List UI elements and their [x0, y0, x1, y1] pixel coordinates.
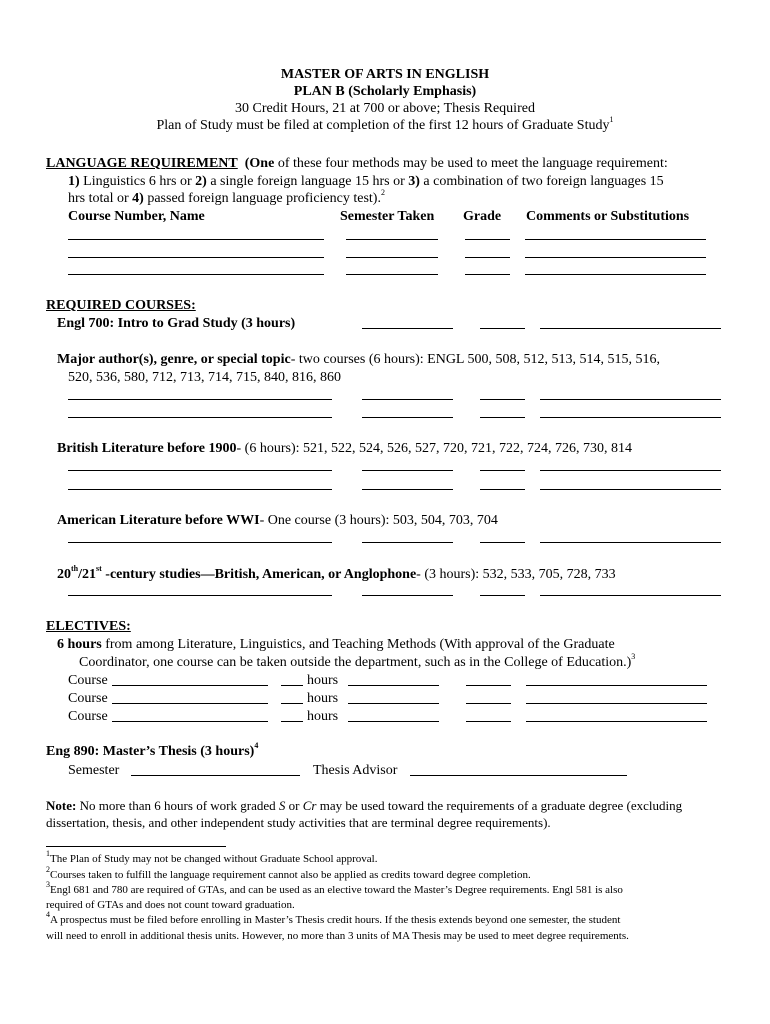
british-literature-line: British Literature before 1900- (6 hours): 521, 522, 524, 526, 527, 720, 721, 722, 724, 726, 730, 814	[57, 441, 633, 456]
elective-hours-label: hours	[307, 691, 339, 706]
plan-title: PLAN B (Scholarly Emphasis)	[293, 84, 477, 99]
form-title: MASTER OF ARTS IN ENGLISH	[280, 67, 490, 82]
footnote-ref: 4	[254, 741, 259, 751]
footnote-divider	[46, 846, 226, 847]
grade-blank[interactable]	[465, 257, 510, 258]
column-comments: Comments or Substitutions	[526, 209, 690, 224]
grade-blank[interactable]	[466, 703, 511, 704]
elective-hours-blank[interactable]	[281, 685, 303, 686]
column-semester: Semester Taken	[340, 209, 435, 224]
language-heading: LANGUAGE REQUIREMENT	[46, 156, 238, 171]
comments-blank[interactable]	[526, 721, 707, 722]
semester-blank[interactable]	[362, 542, 453, 543]
thesis-advisor-blank[interactable]	[410, 775, 627, 776]
column-grade: Grade	[463, 209, 502, 224]
elective-hours-label: hours	[307, 709, 339, 724]
comments-blank[interactable]	[540, 489, 721, 490]
semester-blank[interactable]	[362, 399, 453, 400]
footnote-ref: 3	[631, 652, 636, 662]
footnote-3-cont: required of GTAs and does not count toward graduation.	[46, 899, 295, 911]
footnote-4-cont: will need to enroll in additional thesis units. However, no more than 3 units of MA Thesis may be used to meet degree requirements.	[46, 930, 629, 942]
course-name-blank[interactable]	[68, 399, 332, 400]
comments-blank[interactable]	[540, 399, 721, 400]
comments-blank[interactable]	[525, 239, 706, 240]
grade-blank[interactable]	[480, 417, 525, 418]
grade-blank[interactable]	[466, 685, 511, 686]
semester-blank[interactable]	[348, 703, 439, 704]
course-name-blank[interactable]	[68, 257, 324, 258]
thesis-advisor-label: Thesis Advisor	[313, 763, 398, 778]
filing-line: Plan of Study must be filed at completion of the first 12 hours of Graduate Study$^1$	[156, 115, 614, 133]
comments-blank[interactable]	[540, 542, 721, 543]
language-methods-line: 1) Linguistics 6 hrs or 2) a single foreign language 15 hrs or 3) a combination of two foreign languages 15	[68, 174, 664, 189]
comments-blank[interactable]	[540, 595, 721, 596]
semester-blank[interactable]	[346, 257, 438, 258]
engl-700-label: Engl 700: Intro to Grad Study (3 hours)	[57, 316, 296, 331]
elective-course-blank[interactable]	[112, 685, 268, 686]
semester-blank[interactable]	[348, 721, 439, 722]
electives-heading: ELECTIVES:	[46, 619, 131, 634]
semester-blank[interactable]	[346, 239, 438, 240]
grade-blank[interactable]	[480, 542, 525, 543]
course-name-blank[interactable]	[68, 239, 324, 240]
elective-hours-label: hours	[307, 673, 339, 688]
course-name-blank[interactable]	[68, 489, 332, 490]
elective-course-label: Course	[68, 673, 108, 688]
grade-blank[interactable]	[480, 470, 525, 471]
comments-blank[interactable]	[526, 685, 707, 686]
grade-blank[interactable]	[480, 399, 525, 400]
semester-blank[interactable]	[362, 328, 453, 329]
electives-description-2: Coordinator, one course can be taken outside the department, such as in the College of Education.)$^3$	[79, 652, 636, 670]
footnote-2: $^2$Courses taken to fulfill the language requirement cannot also be applied as credits toward degree completion.	[46, 865, 531, 881]
footnote-ref: 1	[609, 115, 614, 125]
thesis-heading: Eng 890: Master’s Thesis (3 hours)$^4$	[46, 741, 259, 759]
course-name-blank[interactable]	[68, 470, 332, 471]
course-name-blank[interactable]	[68, 274, 324, 275]
elective-hours-blank[interactable]	[281, 703, 303, 704]
course-name-blank[interactable]	[68, 595, 332, 596]
semester-blank[interactable]	[346, 274, 438, 275]
language-requirement-line: LANGUAGE REQUIREMENT (One of these four methods may be used to meet the language requirement:	[46, 156, 668, 171]
grade-blank[interactable]	[480, 489, 525, 490]
elective-course-blank[interactable]	[112, 721, 268, 722]
footnote-4: $^4$A prospectus must be filed before enrolling in Master’s Thesis credit hours. If the thesis extends beyond one semester, the student	[46, 910, 621, 926]
semester-blank[interactable]	[348, 685, 439, 686]
credit-hours-line: 30 Credit Hours, 21 at 700 or above; Thesis Required	[235, 101, 535, 116]
semester-blank[interactable]	[362, 470, 453, 471]
comments-blank[interactable]	[525, 274, 706, 275]
column-course: Course Number, Name	[68, 209, 205, 224]
note-line-2: dissertation, thesis, and other independent study activities that are terminal degree requirements).	[46, 815, 551, 830]
footnote-1: $^1$The Plan of Study may not be changed without Graduate School approval.	[46, 849, 378, 865]
grade-blank[interactable]	[465, 274, 510, 275]
electives-description: 6 hours from among Literature, Linguistics, and Teaching Methods (With approval of the Graduate	[57, 637, 615, 652]
american-literature-line: American Literature before WWI- One course (3 hours): 503, 504, 703, 704	[57, 513, 498, 528]
comments-blank[interactable]	[526, 703, 707, 704]
elective-hours-blank[interactable]	[281, 721, 303, 722]
grade-blank[interactable]	[480, 328, 525, 329]
comments-blank[interactable]	[540, 417, 721, 418]
note-line: Note: No more than 6 hours of work graded S or Cr may be used toward the requirements of a graduate degree (excluding	[46, 798, 683, 813]
semester-blank[interactable]	[362, 595, 453, 596]
century-studies-line: 20th/21st -century studies—British, American, or Anglophone- (3 hours): 532, 533, 705, 728, 733	[57, 564, 616, 582]
comments-blank[interactable]	[525, 257, 706, 258]
major-author-line: Major author(s), genre, or special topic- two courses (6 hours): ENGL 500, 508, 512, 513, 514, 515, 516,	[57, 352, 660, 367]
required-courses-heading: REQUIRED COURSES:	[46, 298, 196, 313]
footnote-ref: 2	[380, 188, 385, 198]
elective-course-blank[interactable]	[112, 703, 268, 704]
elective-course-label: Course	[68, 709, 108, 724]
thesis-semester-label: Semester	[68, 763, 120, 778]
thesis-semester-blank[interactable]	[131, 775, 300, 776]
comments-blank[interactable]	[540, 328, 721, 329]
footnote-3: $^3$Engl 681 and 780 are required of GTAs, and can be used as an elective toward the Master’s Degree requirements. Engl 581 is also	[46, 880, 623, 896]
grade-blank[interactable]	[465, 239, 510, 240]
course-name-blank[interactable]	[68, 542, 332, 543]
major-author-courses: 520, 536, 580, 712, 713, 714, 715, 840, 816, 860	[68, 370, 341, 385]
comments-blank[interactable]	[540, 470, 721, 471]
grade-blank[interactable]	[480, 595, 525, 596]
grade-blank[interactable]	[466, 721, 511, 722]
semester-blank[interactable]	[362, 489, 453, 490]
course-name-blank[interactable]	[68, 417, 332, 418]
semester-blank[interactable]	[362, 417, 453, 418]
elective-course-label: Course	[68, 691, 108, 706]
language-methods-line-2: hrs total or 4) passed foreign language proficiency test).$^2$	[68, 188, 385, 206]
